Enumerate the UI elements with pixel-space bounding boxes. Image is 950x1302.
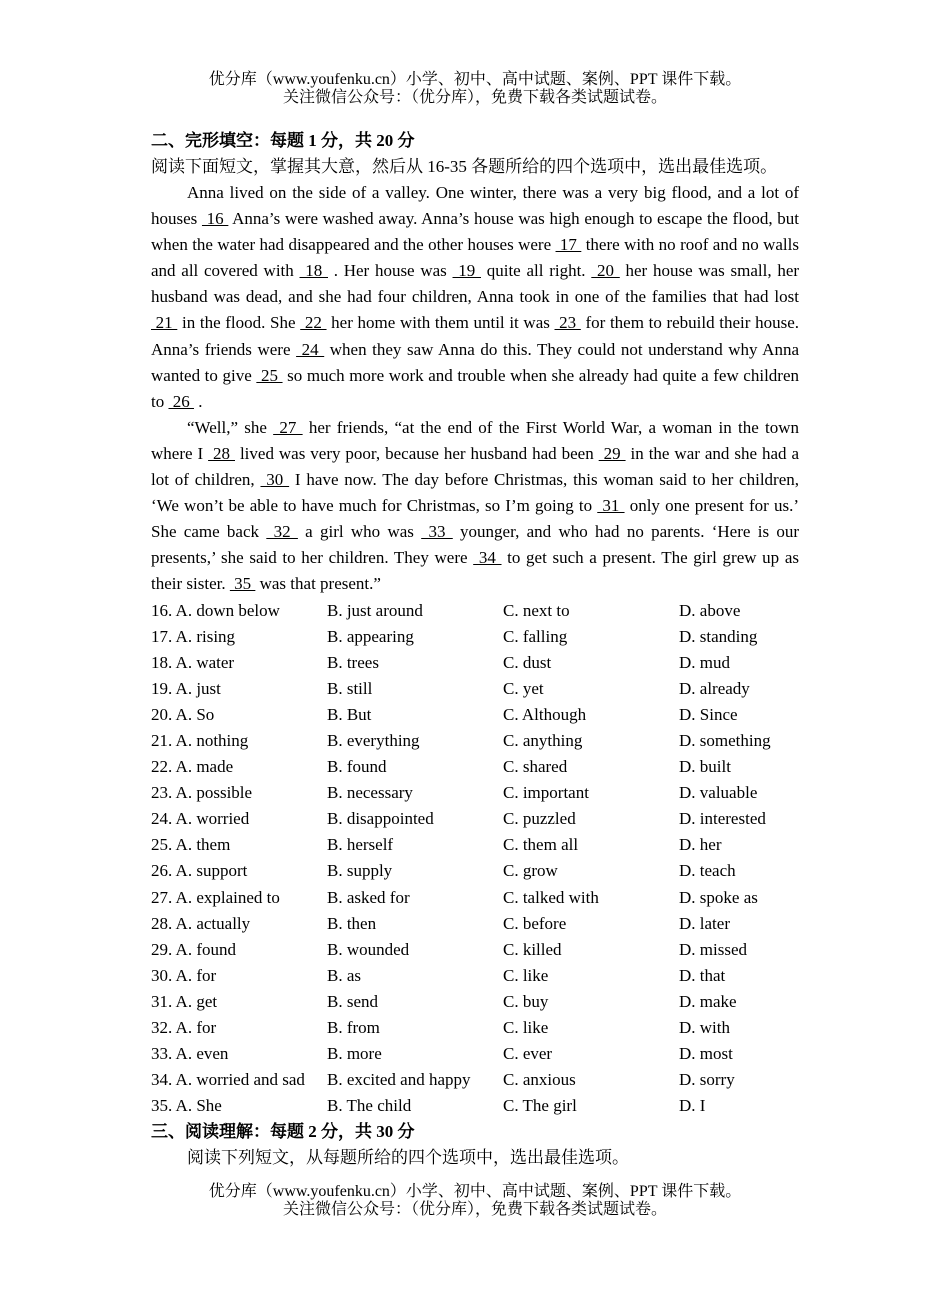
option-row-23: [151, 780, 799, 806]
option-d: D. valuable: [679, 783, 758, 803]
option-b: B. everything: [327, 730, 420, 750]
option-d: D. with: [679, 1018, 730, 1037]
option-row-25: [151, 832, 799, 858]
option-d: D. I: [679, 1096, 706, 1116]
option-row-26: [151, 858, 799, 884]
option-row-28: [151, 911, 799, 937]
option-d: D. built: [679, 757, 731, 777]
option-b: B. herself: [327, 835, 394, 855]
footer-line-2: 关注微信公众号：（优分库），免费下载各类试题试卷。: [282, 1201, 667, 1218]
blank-17: 17: [555, 235, 582, 255]
option-a: 24. A. worried: [151, 809, 250, 829]
passage-text: was that present.”: [255, 574, 381, 594]
exam-content: [151, 128, 799, 1171]
option-d: D. already: [679, 678, 750, 698]
blank-19: 19: [452, 261, 481, 281]
option-a: 21. A. nothing: [151, 730, 249, 750]
option-d: D. sorry: [679, 1070, 735, 1090]
passage-text: in the flood. She: [177, 313, 301, 333]
option-b: B. excited and happy: [327, 1070, 471, 1090]
option-a: 35. A. She: [151, 1096, 222, 1116]
passage-text: there with no roof and no walls and all covered with: [151, 235, 799, 281]
option-a: 28. A. actually: [151, 913, 251, 933]
passage-text: younger, and who had no parents. ‘Here is our presents,’ she said to her children. They were: [151, 522, 800, 568]
option-row-21: [151, 728, 799, 754]
blank-35: 35: [229, 574, 256, 594]
passage-text: lived was very poor, because her husband had been: [235, 443, 599, 463]
passage-text: when they saw Anna do this. They could not understand why Anna wanted to give: [151, 339, 800, 385]
section-2-title: 二、完形填空：每题 1 分，共 20 分: [151, 131, 415, 150]
option-b: B. found: [327, 757, 387, 777]
blank-27: 27: [273, 417, 303, 437]
option-d: D. missed: [679, 939, 747, 959]
option-c: C. talked with: [503, 887, 599, 907]
option-b: B. supply: [327, 861, 393, 881]
passage-text: only one present for us.’ She came back: [151, 496, 799, 542]
blank-16: 16: [201, 209, 229, 229]
passage-text: her home with them until it was: [326, 313, 555, 333]
option-c: C. buy: [503, 991, 549, 1011]
option-c: C. important: [503, 783, 589, 803]
page-footer: [0, 1183, 950, 1219]
passage-text: so much more work and trouble when she already had quite a few children to: [151, 365, 800, 411]
blank-31: 31: [597, 496, 625, 516]
option-c: C. grow: [503, 861, 558, 881]
option-b: B. from: [327, 1018, 380, 1037]
option-d: D. that: [679, 965, 726, 985]
option-row-20: [151, 702, 799, 728]
option-d: D. most: [679, 1044, 733, 1064]
option-row-30: [151, 963, 799, 989]
option-row-35: [151, 1093, 799, 1119]
option-a: 19. A. just: [151, 678, 221, 698]
option-d: D. Since: [679, 704, 738, 724]
option-a: 34. A. worried and sad: [151, 1070, 305, 1090]
blank-33: 33: [421, 522, 453, 542]
passage-text: a girl who was: [297, 522, 422, 542]
option-c: C. puzzled: [503, 809, 576, 829]
option-d: D. standing: [679, 626, 758, 646]
option-b: B. trees: [327, 652, 379, 672]
option-a: 16. A. down below: [151, 600, 280, 620]
option-row-33: [151, 1041, 799, 1067]
passage-text: .: [193, 391, 203, 411]
option-c: C. Although: [503, 704, 587, 724]
option-c: C. shared: [503, 757, 568, 777]
blank-30: 30: [260, 470, 290, 490]
blank-28: 28: [208, 443, 235, 463]
option-a: 33. A. even: [151, 1044, 229, 1064]
section-2-instruction: 阅读下面短文，掌握其大意，然后从 16-35 各题所给的四个选项中，选出最佳选项。: [151, 157, 778, 176]
option-a: 23. A. possible: [151, 783, 253, 803]
passage-text: in the war and she had a lot of children,: [151, 443, 799, 490]
option-row-29: [151, 937, 799, 963]
option-b: B. as: [327, 965, 361, 985]
passage-text: her house was small, her husband was dead, and she had four children, Anna took in one of the families that had lost: [151, 261, 800, 307]
option-c: C. like: [503, 965, 549, 985]
option-a: 31. A. get: [151, 991, 218, 1011]
option-d: D. something: [679, 730, 771, 750]
passage-text: Anna’s were washed away. Anna’s house was high enough to escape the flood, but when the water had disappeared and the other houses were: [151, 209, 799, 255]
option-d: D. her: [679, 835, 722, 855]
option-a: 30. A. for: [151, 965, 217, 985]
option-d: D. later: [679, 913, 730, 933]
option-c: C. ever: [503, 1044, 553, 1064]
option-b: B. then: [327, 913, 377, 933]
option-row-19: [151, 676, 799, 702]
option-row-16: [151, 598, 799, 624]
passage-text: . Her house was: [328, 261, 453, 281]
option-a: 20. A. So: [151, 704, 215, 724]
option-b: B. But: [327, 704, 372, 724]
option-b: B. just around: [327, 600, 423, 620]
option-b: B. still: [327, 678, 373, 698]
blank-20: 20: [591, 261, 620, 281]
passage-text: quite all right.: [481, 261, 592, 281]
option-c: C. like: [503, 1018, 549, 1037]
option-a: 22. A. made: [151, 757, 234, 777]
option-d: D. teach: [679, 861, 736, 881]
blank-34: 34: [473, 548, 502, 568]
option-a: 18. A. water: [151, 652, 235, 672]
option-row-22: [151, 754, 799, 780]
option-c: C. them all: [503, 835, 579, 855]
passage-text: Anna lived on the side of a valley. One winter, there was a very big flood, and a lot of houses: [151, 183, 799, 229]
option-a: 25. A. them: [151, 835, 231, 855]
option-d: D. interested: [679, 809, 766, 829]
option-row-32: [151, 1015, 799, 1041]
passage-paragraph-1: [151, 180, 799, 415]
option-b: B. appearing: [327, 626, 414, 646]
option-a: 26. A. support: [151, 861, 248, 881]
option-d: D. above: [679, 600, 741, 620]
option-b: B. wounded: [327, 939, 410, 959]
option-c: C. yet: [503, 678, 544, 698]
option-b: B. necessary: [327, 783, 413, 803]
blank-24: 24: [296, 339, 325, 359]
option-c: C. anxious: [503, 1070, 576, 1090]
option-row-31: [151, 989, 799, 1015]
option-c: C. next to: [503, 600, 570, 620]
option-d: D. mud: [679, 652, 730, 672]
options-list: [151, 598, 799, 1120]
blank-18: 18: [299, 261, 328, 281]
option-a: 17. A. rising: [151, 626, 236, 646]
option-b: B. more: [327, 1044, 382, 1064]
option-row-27: [151, 885, 799, 911]
header-line-1: 优分库（www.youfenku.cn）小学、初中、高中试题、案例、PPT 课件下载。: [208, 71, 742, 88]
option-d: D. spoke as: [679, 887, 758, 907]
passage-text: I have now. The day before Christmas, this woman said to her children, ‘We won’t be able to have much for Christmas, so I’m going to: [151, 470, 799, 516]
blank-29: 29: [598, 443, 626, 463]
option-c: C. killed: [503, 939, 562, 959]
option-a: 29. A. found: [151, 939, 236, 959]
passage-text: “Well,” she: [187, 417, 274, 437]
passage-paragraph-2: [151, 415, 799, 598]
section-3-title: 三、阅读理解：每题 2 分，共 30 分: [151, 1122, 415, 1142]
option-b: B. The child: [327, 1096, 412, 1116]
header-line-2: 关注微信公众号：（优分库），免费下载各类试题试卷。: [282, 89, 667, 106]
blank-22: 22: [300, 313, 327, 333]
page-header: [0, 71, 950, 107]
option-c: C. before: [503, 913, 567, 933]
blank-25: 25: [256, 365, 283, 385]
option-c: C. anything: [503, 730, 583, 750]
option-b: B. send: [327, 991, 378, 1011]
option-c: C. The girl: [503, 1096, 577, 1116]
passage-text: for them to rebuild their house. Anna’s friends were: [151, 313, 800, 359]
passage-text: to get such a present. The girl grew up as their sister.: [151, 548, 799, 594]
section-3-instruction: 阅读下列短文，从每题所给的四个选项中，选出最佳选项。: [187, 1148, 629, 1168]
option-c: C. dust: [503, 652, 552, 672]
blank-21: 21: [151, 313, 178, 333]
option-d: D. make: [679, 991, 737, 1011]
footer-line-1: 优分库（www.youfenku.cn）小学、初中、高中试题、案例、PPT 课件下载。: [208, 1183, 742, 1200]
option-row-34: [151, 1067, 799, 1093]
option-c: C. falling: [503, 626, 568, 646]
option-row-18: [151, 650, 799, 676]
blank-32: 32: [266, 522, 298, 542]
blank-23: 23: [554, 313, 581, 333]
blank-26: 26: [168, 391, 194, 411]
option-row-24: [151, 806, 799, 832]
option-a: 32. A. for: [151, 1018, 217, 1037]
option-row-17: [151, 624, 799, 650]
passage-text: her friends, “at the end of the First World War, a woman in the town where I: [151, 417, 799, 463]
option-a: 27. A. explained to: [151, 887, 280, 907]
option-b: B. asked for: [327, 887, 410, 907]
option-b: B. disappointed: [327, 809, 434, 829]
